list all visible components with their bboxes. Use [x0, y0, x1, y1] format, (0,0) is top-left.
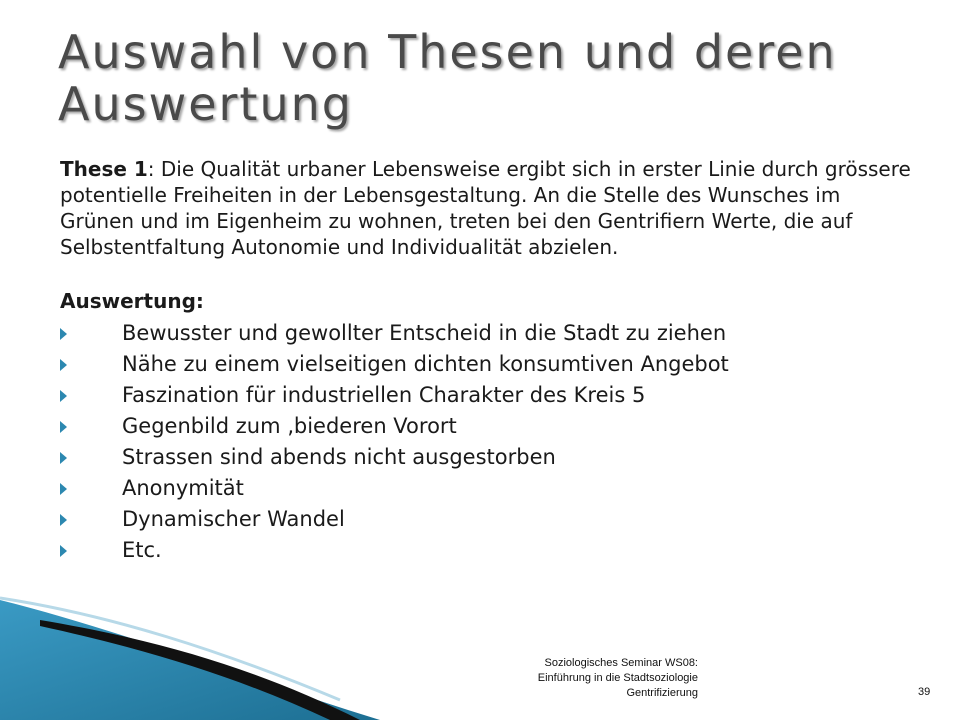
triangle-right-icon [60, 545, 67, 557]
list-item [60, 380, 920, 411]
list-item [60, 349, 920, 380]
list-item [60, 473, 920, 504]
list-item-text: Gegenbild zum ‚biederen Vorort [122, 414, 457, 438]
list-item [60, 411, 920, 442]
thesis-paragraph [60, 156, 920, 260]
triangle-right-icon [60, 452, 67, 464]
triangle-right-icon [60, 328, 67, 340]
list-item-text: Strassen sind abends nicht ausgestorben [122, 445, 556, 469]
triangle-right-icon [60, 359, 67, 371]
thesis-label: These 1 [60, 157, 148, 181]
list-item [60, 535, 920, 566]
thesis-text: : Die Qualität urbaner Lebensweise ergibt sich in erster Linie durch grössere potentielle Freiheiten in der Lebensgestaltung. An die Stelle des Wunsches im Grünen und im Eigenheim zu wohnen, treten bei den Gentrifiern Werte, die auf Selbstentfaltung Autonomie und Individualität abzielen. [60, 157, 911, 259]
triangle-right-icon [60, 390, 67, 402]
evaluation-heading: Auswertung: [60, 289, 204, 313]
list-item [60, 318, 920, 349]
footer-course: Einführung in die Stadtsoziologie [537, 672, 698, 684]
list-item-text: Etc. [122, 538, 162, 562]
triangle-right-icon [60, 483, 67, 495]
list-item-text: Dynamischer Wandel [122, 507, 345, 531]
footer-seminar: Soziologisches Seminar WS08: [544, 657, 698, 669]
triangle-right-icon [60, 514, 67, 526]
evaluation-list [60, 318, 920, 566]
list-item [60, 442, 920, 473]
list-item-text: Faszination für industriellen Charakter des Kreis 5 [122, 383, 646, 407]
slide-footer [480, 656, 698, 701]
list-item [60, 504, 920, 535]
list-item-text: Bewusster und gewollter Entscheid in die Stadt zu ziehen [122, 321, 727, 345]
footer-topic: Gentrifizierung [626, 687, 698, 699]
page-number: 39 [918, 686, 931, 698]
triangle-right-icon [60, 421, 67, 433]
slide-title: Auswahl von Thesen und deren Auswertung [58, 25, 837, 131]
list-item-text: Nähe zu einem vielseitigen dichten konsumtiven Angebot [122, 352, 729, 376]
list-item-text: Anonymität [122, 476, 244, 500]
